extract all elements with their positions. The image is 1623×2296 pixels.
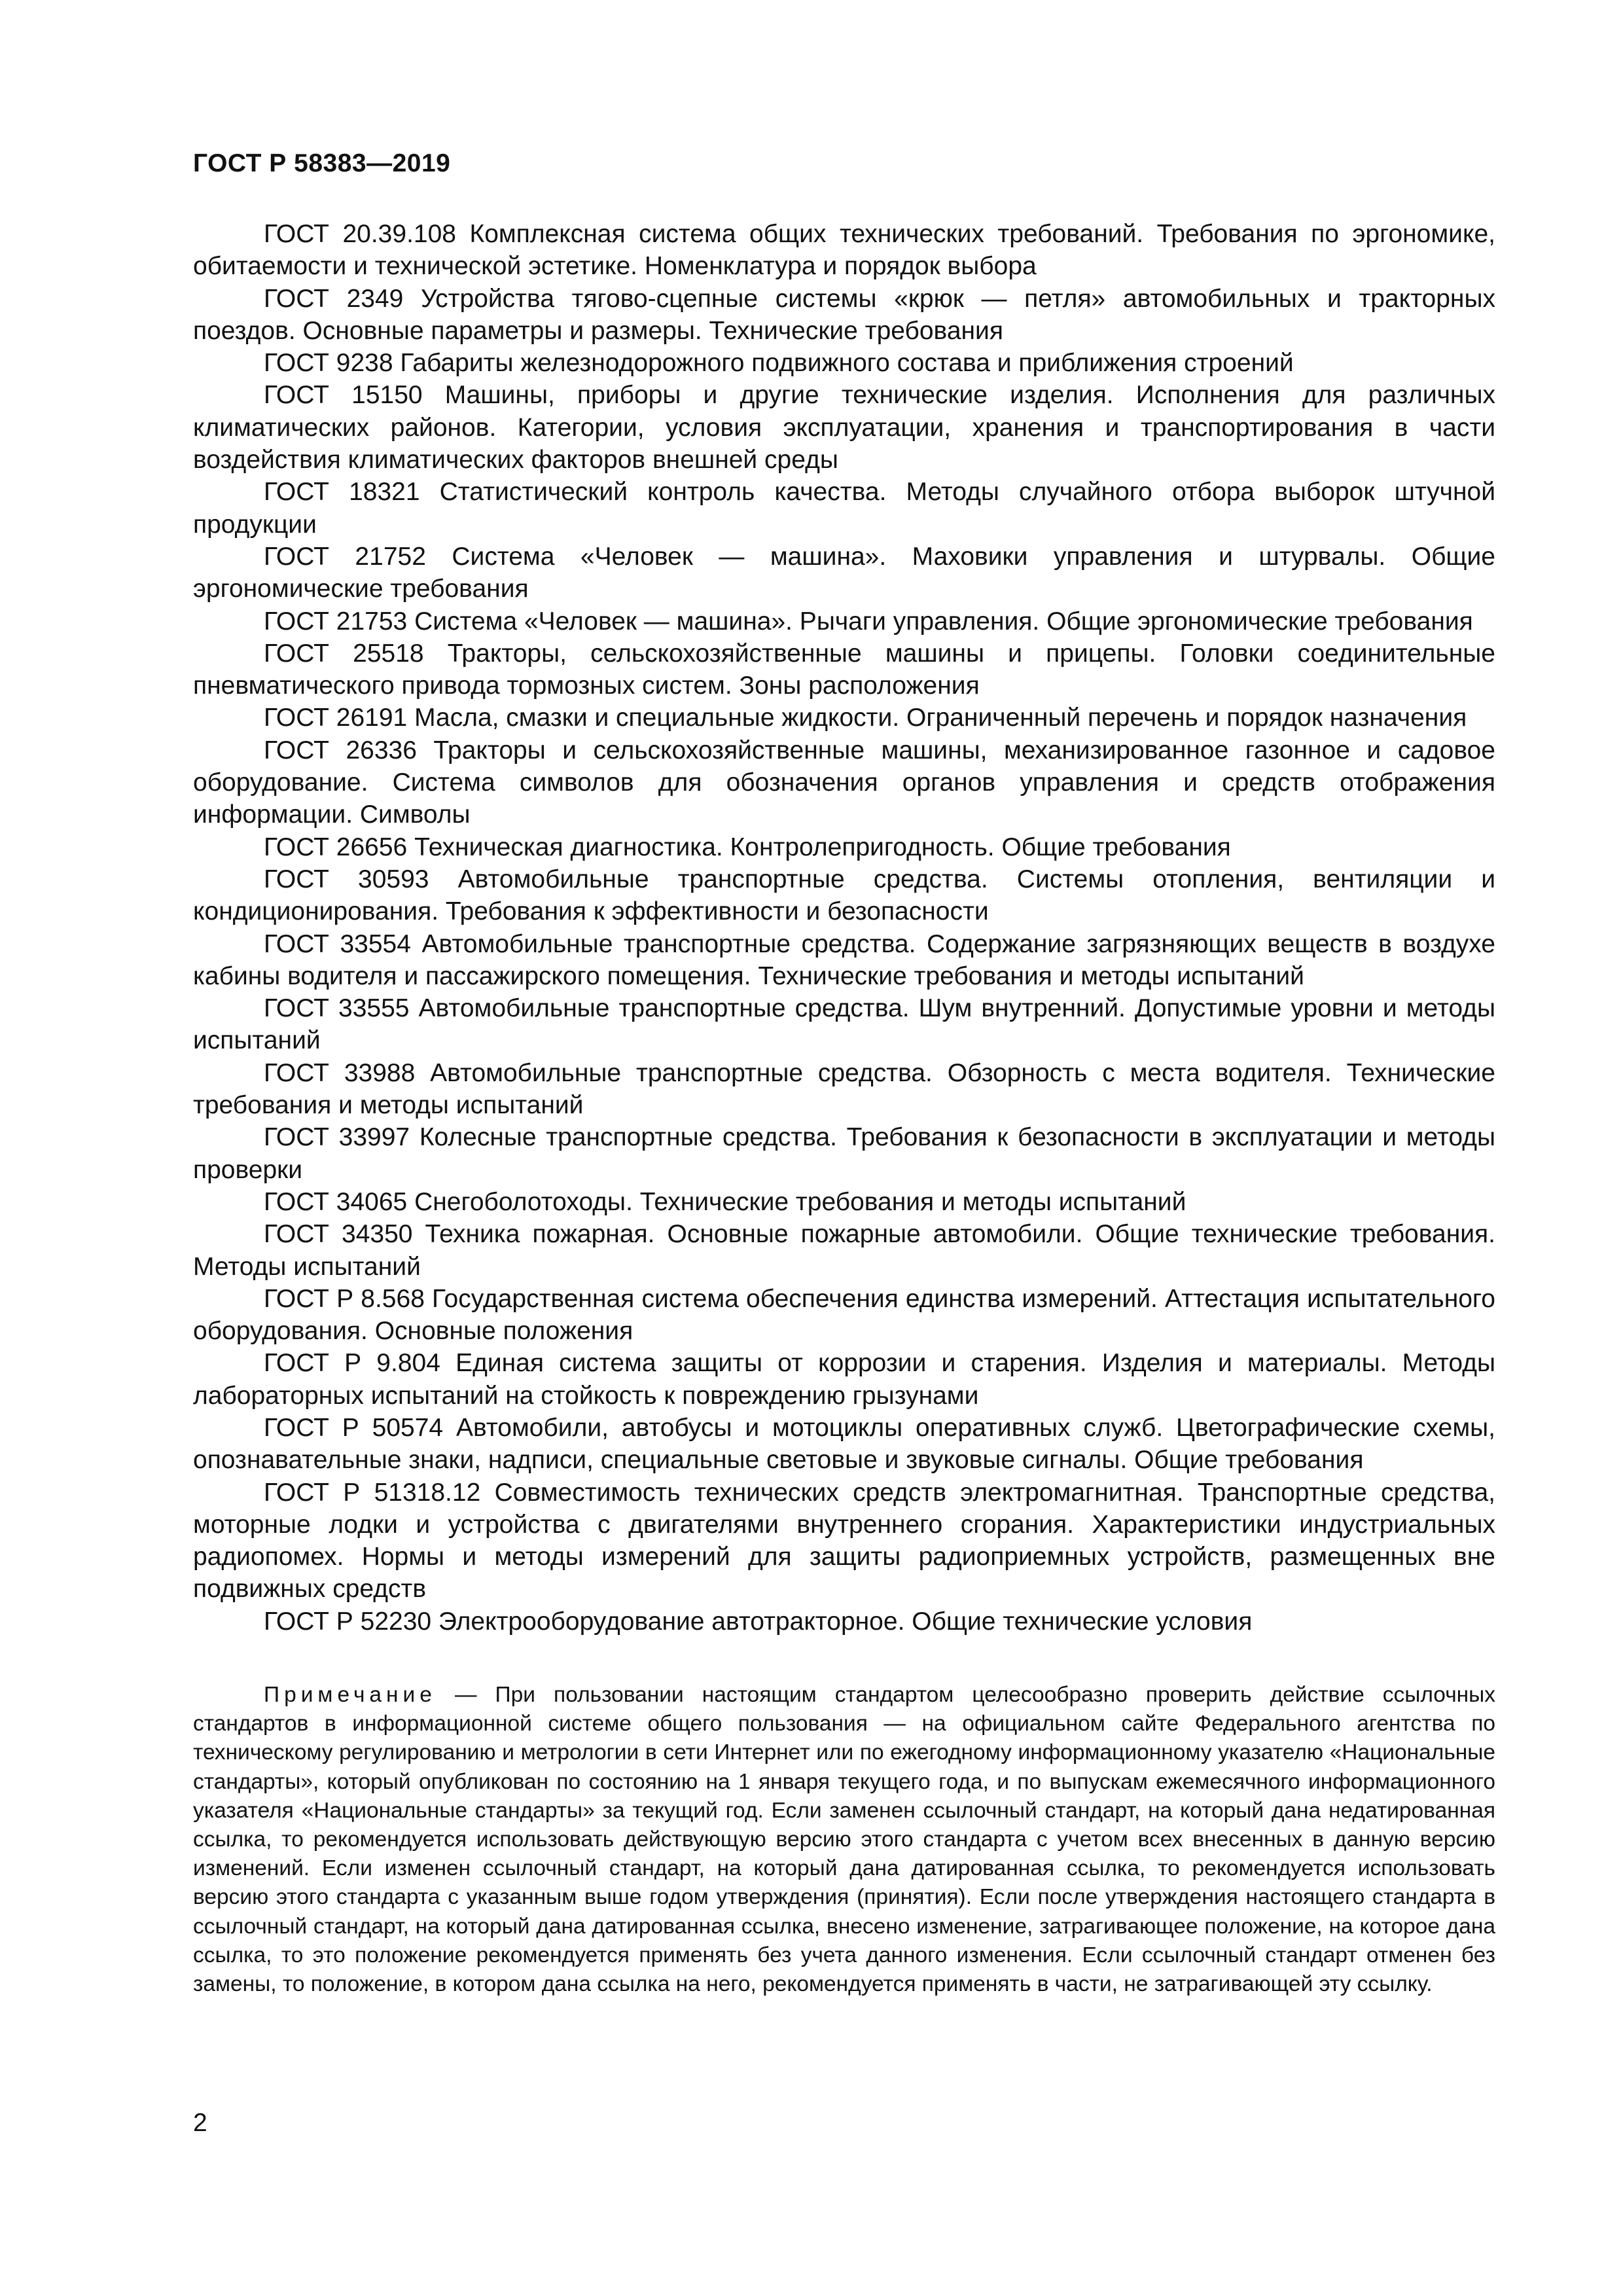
reference-item: ГОСТ 30593 Автомобильные транспортные средства. Системы отопления, вентиляции и кондиционирования. Требования к эффективности и безопасности	[193, 865, 1495, 926]
reference-item: ГОСТ 20.39.108 Комплексная система общих технических требований. Требования по эргономике, обитаемости и технической эстетике. Номенклатура и порядок выбора	[193, 220, 1495, 281]
reference-item: ГОСТ 26656 Техническая диагностика. Контролепригодность. Общие требования	[264, 833, 1231, 861]
reference-item: ГОСТ 9238 Габариты железнодорожного подвижного состава и приближения строений	[264, 349, 1294, 378]
reference-item: ГОСТ 34350 Техника пожарная. Основные пожарные автомобили. Общие технические требования. Методы испытаний	[193, 1220, 1495, 1281]
page-number: 2	[193, 2109, 207, 2137]
reference-item: ГОСТ 26336 Тракторы и сельскохозяйственные машины, механизированное газонное и садовое оборудование. Система символов для обозначения органов управления и средств отображения информации. Символы	[193, 736, 1495, 829]
reference-item: ГОСТ 33988 Автомобильные транспортные средства. Обзорность с места водителя. Технические требования и методы испытаний	[193, 1058, 1495, 1120]
reference-item: ГОСТ 33554 Автомобильные транспортные средства. Содержание загрязняющих веществ в воздухе кабины водителя и пассажирского помещения. Технические требования и методы испытаний	[193, 929, 1495, 990]
reference-item: ГОСТ 34065 Снегоболотоходы. Технические требования и методы испытаний	[264, 1187, 1186, 1216]
document-code-header: ГОСТ Р 58383—2019	[193, 149, 451, 177]
reference-item: ГОСТ 21752 Система «Человек — машина». Маховики управления и штурвалы. Общие эргономические требования	[193, 542, 1495, 603]
note-paragraph	[193, 1681, 1495, 1999]
reference-item: ГОСТ Р 9.804 Единая система защиты от коррозии и старения. Изделия и материалы. Методы лабораторных испытаний на стойкость к повреждению грызунами	[193, 1349, 1495, 1410]
reference-item: ГОСТ 15150 Машины, приборы и другие технические изделия. Исполнения для различных климатических районов. Категории, условия эксплуатации, хранения и транспортирования в части воздействия климатических факторов внешней среды	[193, 381, 1495, 475]
reference-item: ГОСТ Р 8.568 Государственная система обеспечения единства измерений. Аттестация испытательного оборудования. Основные положения	[193, 1284, 1495, 1346]
note-text: — При пользовании настоящим стандартом целесообразно проверить действие ссылочных стандартов в информационной системе общего пользования — на официальном сайте Федерального агентства по техническому регулированию и метрологии в сети Интернет или по ежегодному информационному указателю «Национальные стандарты», который опубликован по состоянию на 1 января текущего года, и по выпускам ежемесячного информационного указателя «Национальные стандарты» за текущий год. Если заменен ссылочный стандарт, на который дана недатированная ссылка, то рекомендуется использовать действующую версию этого стандарта с учетом всех внесенных в данную версию изменений. Если изменен ссылочный стандарт, на который дана датированная ссылка, то рекомендуется использовать версию этого стандарта с указанным выше годом утверждения (принятия). Если после утверждения настоящего стандарта в ссылочный стандарт, на который дана датированная ссылка, внесено изменение, затрагивающее положение, на которое дана ссылка, то это положение рекомендуется применять без учета данного изменения. Если ссылочный стандарт отменен без замены, то положение, в котором дана ссылка на него, рекомендуется применять в части, не затрагивающей эту ссылку.	[193, 1683, 1495, 1997]
note-label: Примечание	[264, 1683, 437, 1707]
reference-item: ГОСТ 25518 Тракторы, сельскохозяйственные машины и прицепы. Головки соединительные пневматического привода тормозных систем. Зоны расположения	[193, 639, 1495, 700]
normative-references-list	[193, 218, 1495, 1638]
reference-item: ГОСТ 2349 Устройства тягово-сцепные системы «крюк — петля» автомобильных и тракторных поездов. Основные параметры и размеры. Технические требования	[193, 284, 1495, 345]
reference-item: ГОСТ 18321 Статистический контроль качества. Методы случайного отбора выборок штучной продукции	[193, 478, 1495, 539]
reference-item: ГОСТ Р 50574 Автомобили, автобусы и мотоциклы оперативных служб. Цветографические схемы, опознавательные знаки, надписи, специальные световые и звуковые сигналы. Общие требования	[193, 1413, 1495, 1475]
reference-item: ГОСТ 33997 Колесные транспортные средства. Требования к безопасности в эксплуатации и методы проверки	[193, 1123, 1495, 1184]
reference-item: ГОСТ 21753 Система «Человек — машина». Рычаги управления. Общие эргономические требования	[264, 607, 1473, 636]
reference-item: ГОСТ 26191 Масла, смазки и специальные жидкости. Ограниченный перечень и порядок назначения	[264, 704, 1467, 732]
reference-item: ГОСТ 33555 Автомобильные транспортные средства. Шум внутренний. Допустимые уровни и методы испытаний	[193, 994, 1495, 1055]
reference-item: ГОСТ Р 52230 Электрооборудование автотракторное. Общие технические условия	[264, 1607, 1253, 1636]
reference-item: ГОСТ Р 51318.12 Совместимость технических средств электромагнитная. Транспортные средства, моторные лодки и устройства с двигателями внутреннего сгорания. Характеристики индустриальных радиопомех. Нормы и методы измерений для защиты радиоприемных устройств, размещенных вне подвижных средств	[193, 1478, 1495, 1604]
